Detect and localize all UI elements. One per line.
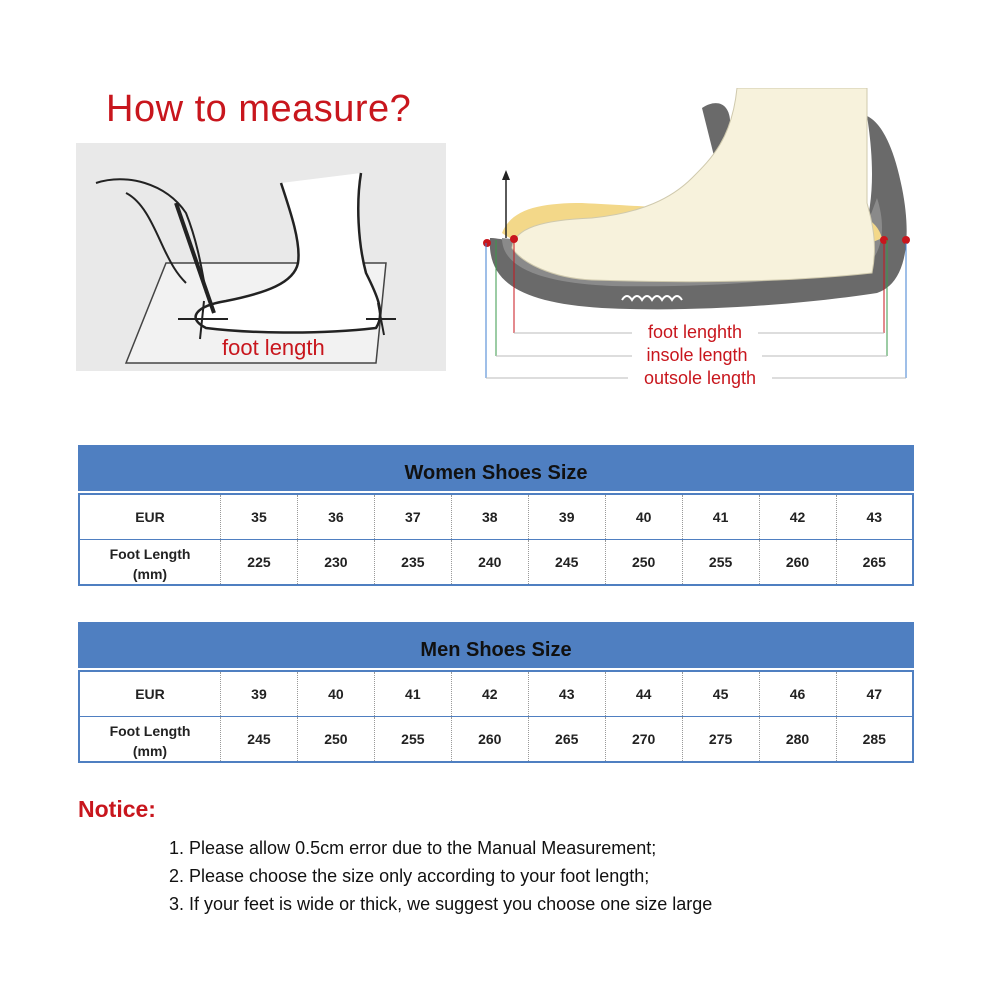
table-cell: 275: [682, 717, 759, 763]
men-table-header: [78, 622, 914, 670]
table-cell: 270: [605, 717, 682, 763]
table-cell: 255: [374, 717, 451, 763]
table-cell: 265: [836, 540, 913, 586]
foot-length-label-cell: [79, 717, 221, 763]
table-cell: 35: [221, 494, 298, 540]
table-cell: 45: [682, 671, 759, 717]
table-cell: 42: [451, 671, 528, 717]
notice-title: Notice:: [78, 796, 156, 822]
table-cell: 285: [836, 717, 913, 763]
table-cell: 41: [682, 494, 759, 540]
foot-length-label: foot length: [222, 335, 325, 360]
foot-length-label: Foot Length: [109, 546, 191, 562]
women-table-title: Women Shoes Size: [404, 462, 588, 484]
table-cell: 265: [528, 717, 605, 763]
table-cell: 43: [528, 671, 605, 717]
insole-length-marker-label: insole length: [646, 345, 748, 365]
table-cell: 260: [451, 717, 528, 763]
table-cell: 47: [836, 671, 913, 717]
shoe-length-diagram: [482, 88, 912, 398]
table-row: [79, 717, 913, 763]
notice-item: 1. Please allow 0.5cm error due to the Manual Measurement;: [169, 838, 657, 858]
table-row: [79, 540, 913, 586]
table-cell: 40: [297, 671, 374, 717]
eur-label: EUR: [79, 494, 221, 540]
unit-label: (mm): [132, 743, 168, 759]
table-cell: 245: [221, 717, 298, 763]
foot-length-label: Foot Length: [109, 723, 191, 739]
table-cell: 46: [759, 671, 836, 717]
foot-length-label-cell: [79, 540, 221, 586]
women-size-table: [78, 445, 914, 586]
table-cell: 280: [759, 717, 836, 763]
table-cell: 43: [836, 494, 913, 540]
table-cell: 36: [297, 494, 374, 540]
foot-length-marker-label: foot lenghth: [647, 322, 743, 342]
notice-item: 2. Please choose the size only according to your foot length;: [169, 866, 650, 886]
table-cell: 42: [759, 494, 836, 540]
table-cell: 260: [759, 540, 836, 586]
unit-label: (mm): [132, 566, 168, 582]
table-cell: 40: [605, 494, 682, 540]
notice-list: [169, 834, 712, 918]
table-cell: 230: [297, 540, 374, 586]
measure-foot-illustration: [76, 143, 446, 371]
table-cell: 245: [528, 540, 605, 586]
table-cell: 250: [297, 717, 374, 763]
table-cell: 235: [374, 540, 451, 586]
notice-item: 3. If your feet is wide or thick, we suggest you choose one size large: [169, 894, 713, 914]
table-cell: 39: [221, 671, 298, 717]
table-cell: 41: [374, 671, 451, 717]
table-cell: 250: [605, 540, 682, 586]
table-cell: 225: [221, 540, 298, 586]
men-table-title: Men Shoes Size: [420, 639, 572, 661]
women-table-header: [78, 445, 914, 493]
page-title: How to measure?: [106, 88, 412, 130]
table-cell: 38: [451, 494, 528, 540]
eur-label: EUR: [79, 671, 221, 717]
table-row: [79, 494, 913, 540]
men-size-table: [78, 622, 914, 763]
table-cell: 240: [451, 540, 528, 586]
table-row: [79, 671, 913, 717]
table-cell: 44: [605, 671, 682, 717]
outsole-length-marker-label: outsole length: [643, 368, 757, 388]
table-cell: 39: [528, 494, 605, 540]
table-cell: 37: [374, 494, 451, 540]
table-cell: 255: [682, 540, 759, 586]
